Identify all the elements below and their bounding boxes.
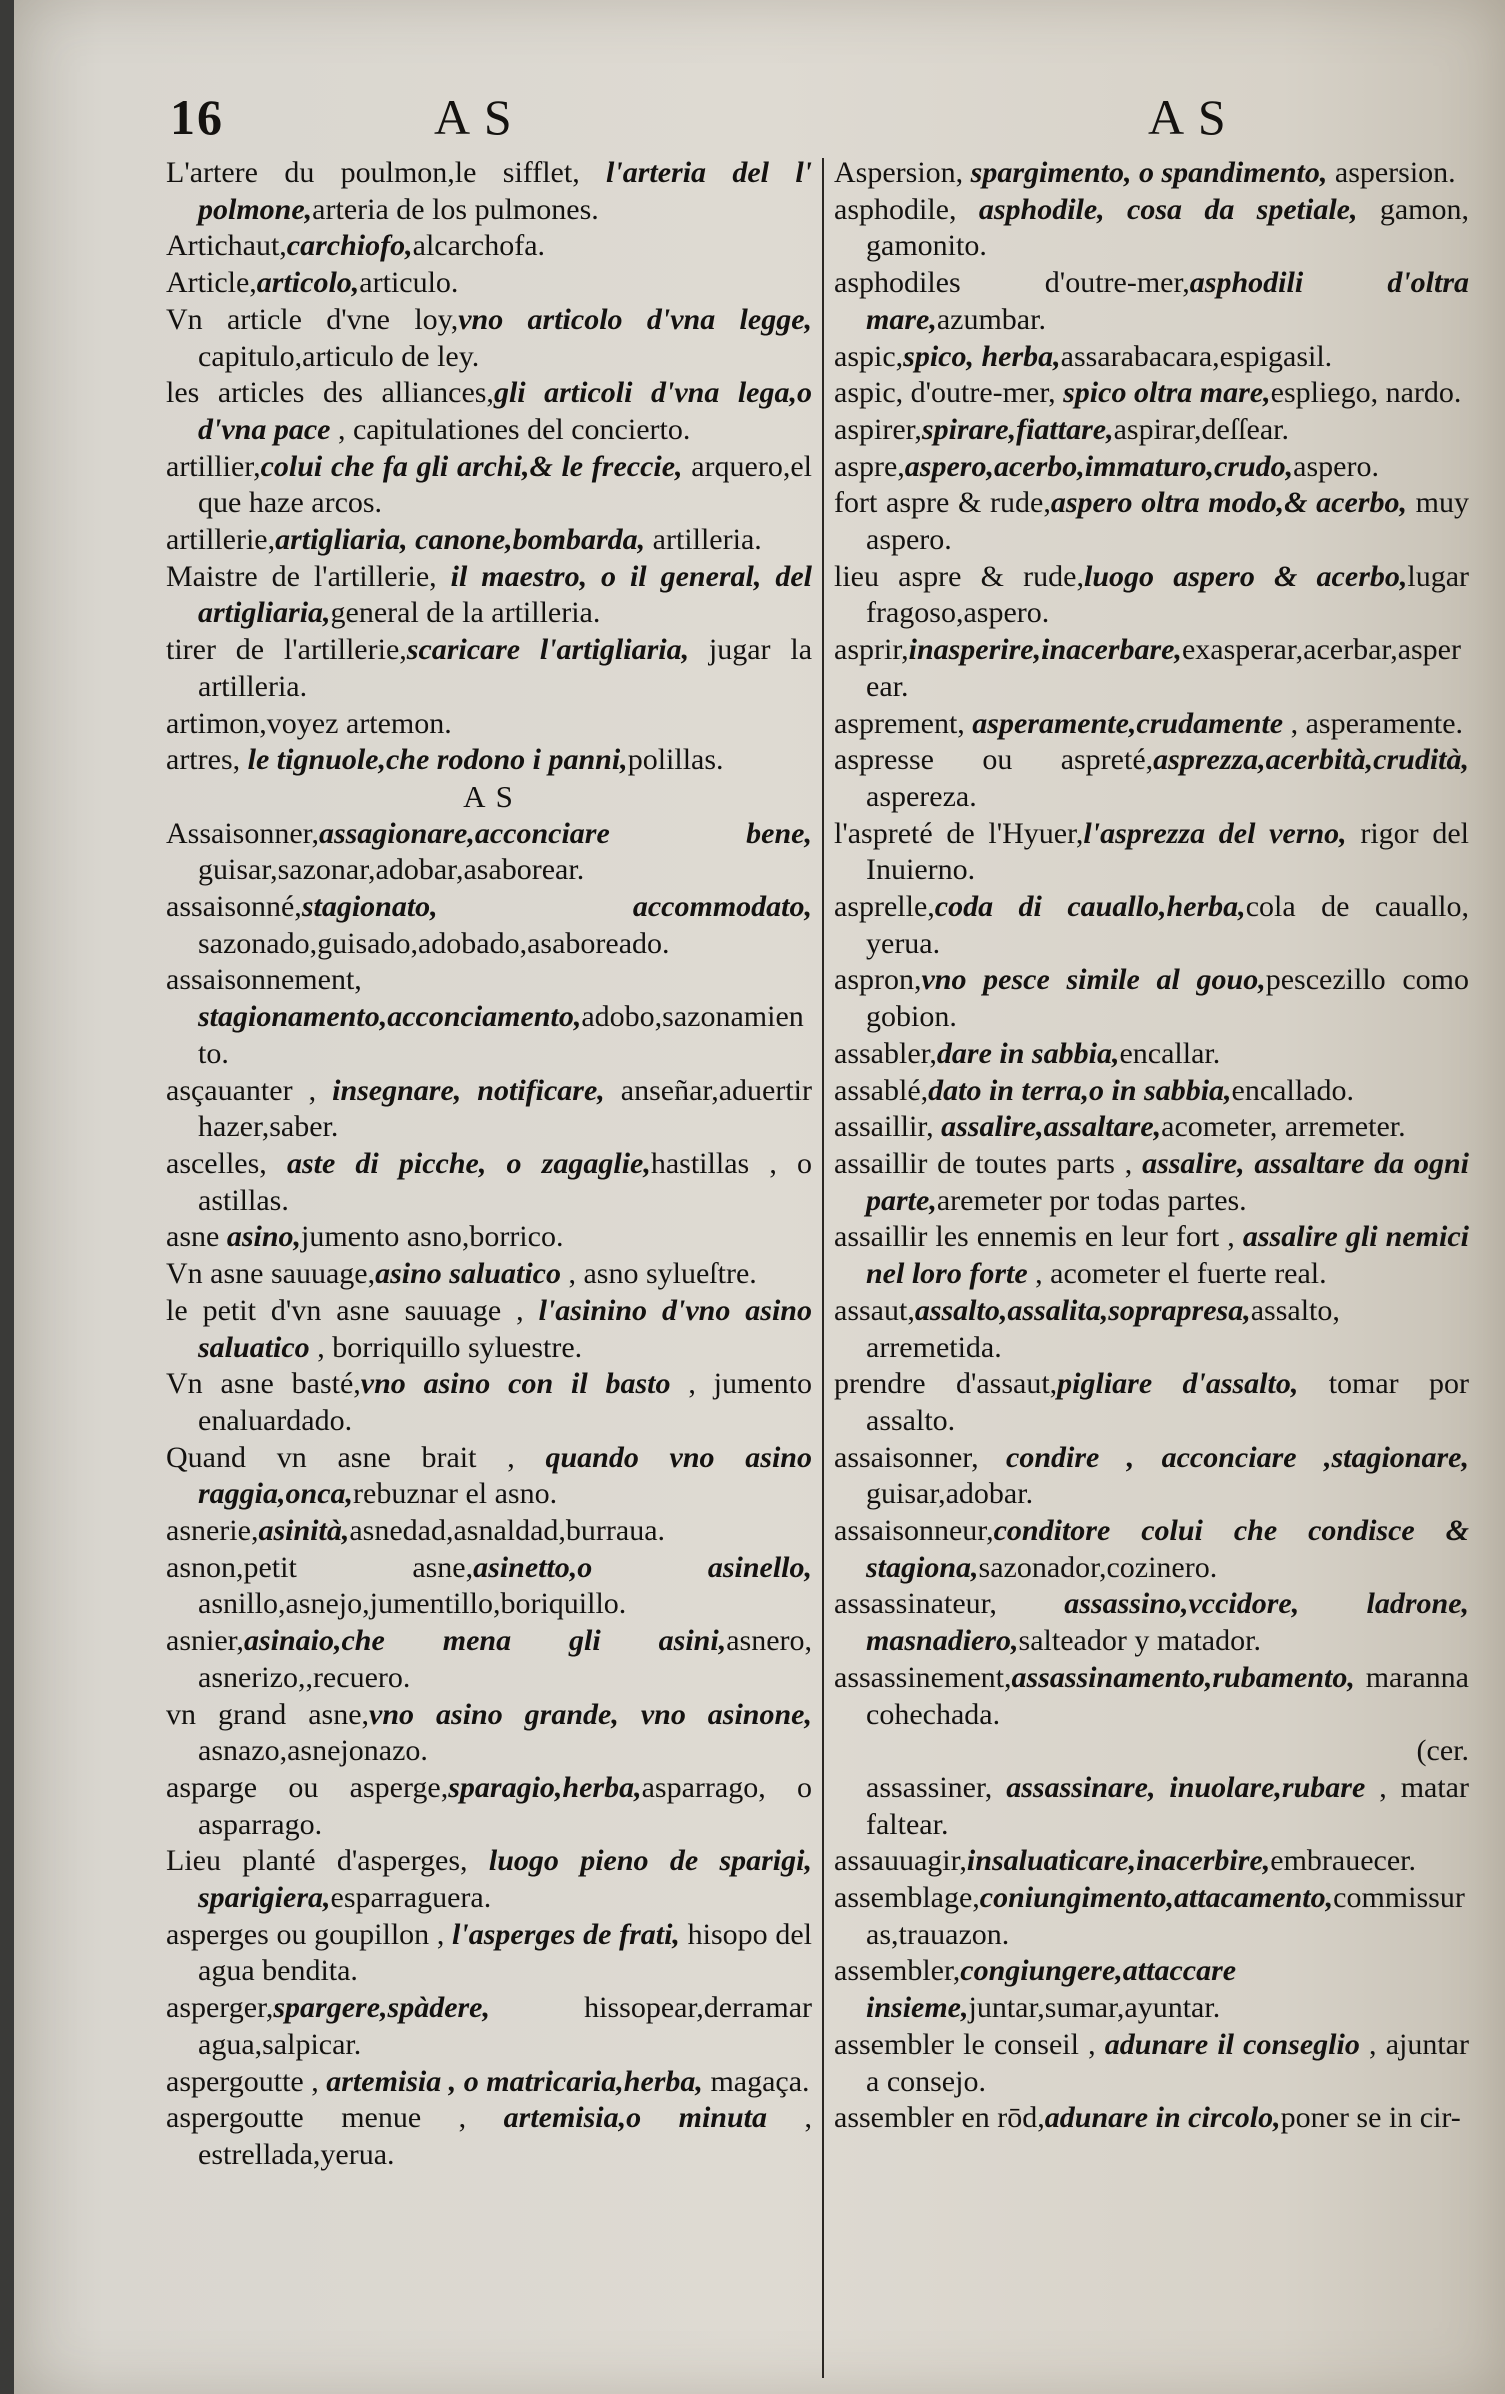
headword-french: fort aspre & rude, <box>834 486 1051 520</box>
translation-italian: assalire,assaltare, <box>941 1110 1162 1144</box>
translation-italian: colui che fa gli archi,& le freccie, <box>260 449 683 483</box>
translation-spanish: sazonador,cozinero. <box>978 1550 1218 1584</box>
headword-french: assablé, <box>834 1073 929 1107</box>
translation-spanish: general de la artilleria. <box>330 596 601 630</box>
translation-italian: l'asinino d'vno asino saluatico <box>198 1293 812 1364</box>
headword-french: Article, <box>166 266 257 300</box>
translation-italian: asperamente,crudamente <box>972 706 1284 740</box>
translation-italian: inasperire,inacerbare, <box>908 633 1182 667</box>
headword-french: assaisonnement, <box>166 963 362 997</box>
dictionary-entry <box>166 1219 812 1256</box>
translation-spanish: encallado. <box>1231 1073 1354 1107</box>
translation-spanish: , borriquillo syluestre. <box>309 1330 583 1364</box>
dictionary-entry <box>834 375 1469 412</box>
translation-italian: stagionato, accommodato, <box>301 890 812 924</box>
headword-french: assaisonner, <box>834 1440 1006 1474</box>
translation-italian: il maestro, o il general, del artigliaria, <box>198 559 812 630</box>
translation-italian: stagionamento,acconciamento, <box>198 1000 582 1034</box>
dictionary-entry <box>834 485 1469 558</box>
dictionary-entry <box>166 1697 812 1770</box>
dictionary-entry <box>166 1513 812 1550</box>
translation-spanish: jumento asno,borrico. <box>301 1220 564 1254</box>
translation-spanish: anseñar,aduertir hazer,saber. <box>198 1073 812 1144</box>
headword-french: asparge ou asperge, <box>166 1770 449 1804</box>
headword-french: prendre d'assaut, <box>834 1367 1058 1401</box>
dictionary-entry <box>834 1293 1469 1366</box>
dictionary-entry <box>834 632 1469 705</box>
headword-french: assassinateur, <box>834 1587 1065 1621</box>
column-divider <box>822 158 824 2378</box>
dictionary-entry <box>166 265 812 302</box>
translation-spanish: magaça. <box>702 2064 810 2098</box>
translation-spanish: salteador y matador. <box>1018 1624 1261 1658</box>
right-column <box>834 155 1469 2137</box>
dictionary-entry <box>834 889 1469 962</box>
translation-spanish: , asno sylueſtre. <box>560 1257 757 1291</box>
headword-french: asnerie, <box>166 1514 259 1548</box>
dictionary-entry <box>166 1293 812 1366</box>
translation-spanish: esparraguera. <box>330 1881 492 1915</box>
translation-spanish: aspereza. <box>866 779 977 813</box>
translation-spanish: asnedad,asnaldad,burraua. <box>349 1514 666 1548</box>
dictionary-entry <box>834 2100 1469 2137</box>
dictionary-entry <box>834 1036 1469 1073</box>
translation-italian: congiungere,attaccare insieme, <box>866 1954 1237 2025</box>
translation-italian: spirare,fiattare, <box>921 412 1114 446</box>
translation-spanish: guisar,adobar. <box>866 1477 1034 1511</box>
dictionary-entry <box>834 1880 1469 1953</box>
translation-spanish: asparrago, o asparrago. <box>198 1770 812 1841</box>
section-heading: A S <box>463 778 515 814</box>
dictionary-entry <box>834 155 1469 192</box>
dictionary-entry <box>166 962 812 1072</box>
headword-french: asperger, <box>166 1991 274 2025</box>
headword-french: assaisonneur, <box>834 1514 994 1548</box>
headword-french: asphodiles d'outre-mer, <box>834 266 1190 300</box>
catchword: (cer. <box>1416 1734 1469 1768</box>
translation-italian: spico, herba, <box>903 339 1061 373</box>
translation-spanish: , ajuntar a consejo. <box>866 2027 1469 2098</box>
left-running-title: A S <box>434 89 514 145</box>
headword-french: asne <box>166 1220 227 1254</box>
translation-spanish: lugar fragoso,aspero. <box>866 559 1470 630</box>
translation-spanish: , asperamente. <box>1283 706 1464 740</box>
headword-french: assassinement, <box>834 1660 1012 1694</box>
translation-spanish: artilleria. <box>645 523 762 557</box>
headword-french: Aspersion, <box>834 156 971 189</box>
translation-italian: insaluaticare,inacerbire, <box>966 1844 1271 1878</box>
translation-italian: adunare in circolo, <box>1044 2101 1281 2135</box>
headword-french: Vn asne sauuage, <box>166 1257 376 1291</box>
translation-italian: condire , acconciare ,stagionare, <box>1006 1440 1469 1474</box>
translation-spanish: asnillo,asnejo,jumentillo,boriquillo. <box>198 1587 627 1621</box>
dictionary-entry <box>834 1733 1469 1843</box>
dictionary-entry <box>834 1366 1469 1439</box>
headword-french: asnier, <box>166 1624 244 1658</box>
translation-italian: asinità, <box>258 1514 350 1548</box>
translation-spanish: aspero. <box>1293 449 1379 483</box>
headword-french: Vn asne basté, <box>166 1367 361 1401</box>
dictionary-entry <box>166 1550 812 1623</box>
translation-italian: assalire, assaltare da ogni parte, <box>866 1146 1469 1217</box>
translation-spanish: asnazo,asnejonazo. <box>198 1734 428 1768</box>
headword-french: assembler, <box>834 1954 961 1988</box>
headword-french: L'artere du poulmon,le sifflet, <box>166 156 607 189</box>
translation-italian: vno asino con il basto <box>360 1367 671 1401</box>
dictionary-entry <box>166 1256 812 1293</box>
translation-spanish: alcarchofa. <box>412 229 546 263</box>
translation-italian: dato in terra,o in sabbia, <box>928 1073 1232 1107</box>
headword-french: artimon,voyez artemon. <box>166 706 452 740</box>
right-running-title: A S <box>1148 89 1228 145</box>
translation-spanish: azumbar. <box>936 302 1046 336</box>
translation-spanish: encallar. <box>1119 1036 1221 1070</box>
translation-italian: insegnare, notificare, <box>332 1073 605 1107</box>
dictionary-entry <box>166 816 812 889</box>
translation-spanish: , capitulationes del concierto. <box>330 412 691 446</box>
translation-spanish: polillas. <box>627 743 724 777</box>
translation-italian: assassino,vccidore, ladrone, masnadiero, <box>866 1587 1470 1658</box>
translation-spanish: rebuznar el asno. <box>353 1477 558 1511</box>
headword-french: asnon,petit asne, <box>166 1550 474 1584</box>
headword-french: asprir, <box>834 633 909 667</box>
headword-french: aspic, <box>834 339 904 373</box>
headword-french: l'aspreté de l'Hyuer, <box>834 816 1084 850</box>
dictionary-entry <box>834 1146 1469 1219</box>
dictionary-entry <box>834 1843 1469 1880</box>
translation-spanish: arquero,el que haze arcos. <box>198 449 813 520</box>
translation-italian: asinetto,o asinello, <box>473 1550 812 1584</box>
translation-spanish: tomar por assalto. <box>866 1367 1469 1437</box>
translation-italian: vno articolo d'vna legge, <box>458 302 813 336</box>
dictionary-entry <box>834 412 1469 449</box>
translation-italian: l'asprezza del verno, <box>1083 816 1347 850</box>
dictionary-entry <box>166 2100 812 2173</box>
translation-italian: aste di picche, o zagaglie, <box>286 1146 651 1180</box>
headword-french: assaillir, <box>834 1110 942 1144</box>
dictionary-entry <box>834 1440 1469 1513</box>
translation-spanish: sazonado,guisado,adobado,asaboreado. <box>198 926 670 960</box>
translation-italian: assalto,assalita,soprapresa, <box>914 1293 1251 1327</box>
headword-french: asprelle, <box>834 890 935 924</box>
dictionary-entry <box>166 1073 812 1146</box>
dictionary-entry <box>834 1953 1469 2026</box>
translation-spanish: gamon, gamonito. <box>866 192 1469 263</box>
dictionary-entry <box>166 522 812 559</box>
headword-french: assaisonné, <box>166 890 302 924</box>
translation-italian: spargere,spàdere, <box>273 1991 490 2025</box>
dictionary-entry <box>166 1990 812 2063</box>
headword-french: assaillir de toutes parts , <box>834 1146 1143 1180</box>
headword-french: assauuagir, <box>834 1844 967 1878</box>
headword-french: le petit d'vn asne sauuage , <box>166 1293 539 1327</box>
running-header <box>14 88 1505 148</box>
translation-italian: assassinamento,rubamento, <box>1011 1660 1355 1694</box>
headword-french: Quand vn asne brait , <box>166 1440 546 1474</box>
headword-french: artres, <box>166 743 248 777</box>
translation-italian: dare in sabbia, <box>936 1036 1120 1070</box>
headword-french: assaut, <box>834 1293 915 1327</box>
translation-italian: spico oltra mare, <box>1063 376 1271 410</box>
translation-spanish: jugar la artilleria. <box>198 633 813 703</box>
dictionary-entry <box>166 2064 812 2101</box>
translation-spanish: assalto, arremetida. <box>866 1293 1340 1364</box>
headword-french: Artichaut, <box>166 229 287 263</box>
translation-italian: artemisia,o minuta <box>503 2101 767 2135</box>
headword-french: aspresse ou aspreté, <box>834 743 1154 777</box>
translation-spanish: poner se in cir- <box>1280 2101 1461 2135</box>
dictionary-page <box>14 0 1505 2394</box>
translation-italian: luogo pieno de sparigi, sparigiera, <box>198 1844 812 1915</box>
translation-spanish: guisar,sazonar,adobar,asaborear. <box>198 853 585 887</box>
dictionary-entry <box>834 2027 1469 2100</box>
headword-french: vn grand asne, <box>166 1697 370 1731</box>
translation-spanish: adobo,sazonamiento. <box>198 1000 804 1070</box>
translation-italian: pigliare d'assalto, <box>1057 1367 1299 1401</box>
translation-italian: conditore colui che condisce & stagiona, <box>866 1514 1469 1584</box>
translation-italian: gli articoli d'vna lega,o d'vna pace <box>198 376 812 446</box>
dictionary-entry <box>166 559 812 632</box>
translation-spanish: commissuras,trauazon. <box>866 1881 1465 1951</box>
translation-spanish: cola de cauallo, yerua. <box>866 890 1469 960</box>
translation-italian: asinaio,che mena gli asini, <box>243 1624 727 1658</box>
headword-french: asçauanter , <box>166 1073 333 1107</box>
headword-french: Assaisonner, <box>166 816 319 850</box>
translation-spanish: aspirar,deſſear. <box>1113 412 1289 446</box>
dictionary-entry <box>834 962 1469 1035</box>
dictionary-entry <box>166 1623 812 1696</box>
dictionary-entry <box>166 1146 812 1219</box>
translation-italian: artemisia , o matricaria,herba, <box>326 2064 703 2098</box>
translation-italian: vno asino grande, vno asinone, <box>369 1697 812 1731</box>
dictionary-entry <box>834 706 1469 743</box>
headword-french: assembler le conseil , <box>834 2027 1105 2061</box>
dictionary-entry <box>166 632 812 705</box>
headword-french: les articles des alliances, <box>166 376 494 410</box>
translation-spanish: pescezillo como gobion. <box>866 963 1469 1034</box>
headword-french: asperges ou goupillon , <box>166 1917 453 1951</box>
translation-italian: carchiofo, <box>286 229 413 263</box>
headword-french: aspron, <box>834 963 922 997</box>
translation-italian: asphodili d'oltra mare, <box>866 266 1469 336</box>
translation-spanish: assarabacara,espigasil. <box>1060 339 1333 373</box>
translation-italian: l'asperges de frati, <box>452 1917 680 1951</box>
dictionary-entry <box>834 339 1469 376</box>
headword-french: aspre, <box>834 449 905 483</box>
headword-french: assembler en rōd, <box>834 2101 1045 2135</box>
translation-spanish: aspersion. <box>1327 156 1456 189</box>
dictionary-entry <box>166 375 812 448</box>
translation-italian: sparagio,herba, <box>448 1770 642 1804</box>
headword-french: assabler, <box>834 1036 937 1070</box>
translation-spanish: exasperar,acerbar,asperear. <box>866 633 1461 703</box>
translation-italian: asino, <box>226 1220 302 1254</box>
dictionary-entry <box>834 1073 1469 1110</box>
headword-french: tirer de l'artillerie, <box>166 633 407 667</box>
dictionary-entry <box>166 228 812 265</box>
translation-spanish: asnero, asnerizo,,recuero. <box>198 1624 812 1694</box>
headword-french: assaillir les ennemis en leur fort , <box>834 1220 1243 1254</box>
headword-french: aspirer, <box>834 412 922 446</box>
translation-spanish: maranna cohechada. <box>866 1660 1469 1731</box>
translation-italian: le tignuole,che rodono i panni, <box>247 743 628 777</box>
translation-italian: scaricare l'artigliaria, <box>406 633 690 667</box>
translation-italian: assassinare, inuolare,rubare <box>1006 1770 1366 1804</box>
left-column <box>166 155 812 2174</box>
translation-spanish: espliego, nardo. <box>1270 376 1462 410</box>
dictionary-entry <box>166 449 812 522</box>
dictionary-entry <box>834 1219 1469 1292</box>
translation-spanish: embrauecer. <box>1270 1844 1417 1878</box>
headword-french: assemblage, <box>834 1881 980 1915</box>
translation-italian: adunare il conseglio <box>1104 2027 1360 2061</box>
translation-italian: vno pesce simile al gouo, <box>921 963 1266 997</box>
translation-spanish: articulo. <box>359 266 459 300</box>
translation-spanish: hisopo del agua bendita. <box>198 1917 812 1988</box>
headword-french: aspic, d'outre-mer, <box>834 376 1064 410</box>
dictionary-entry <box>166 302 812 375</box>
translation-italian: luogo aspero & acerbo, <box>1083 559 1408 593</box>
dictionary-entry <box>834 265 1469 338</box>
dictionary-entry <box>166 706 812 743</box>
translation-italian: quando vno asino raggia,onca, <box>198 1440 812 1511</box>
translation-italian: coniungimento,attacamento, <box>979 1881 1334 1915</box>
translation-italian: articolo, <box>256 266 360 300</box>
translation-spanish: , jumento enaluardado. <box>198 1367 812 1437</box>
translation-italian: artigliaria, canone,bombarda, <box>275 523 646 557</box>
dictionary-entry <box>834 1586 1469 1659</box>
translation-italian: assagionare,acconciare bene, <box>318 816 812 850</box>
headword-french: assassiner, <box>866 1770 1007 1804</box>
translation-italian: assalire gli nemici nel loro forte <box>866 1220 1469 1291</box>
dictionary-entry <box>834 1513 1469 1586</box>
headword-french: Maistre de l'artillerie, <box>166 559 451 593</box>
translation-spanish: hissopear,derramar agua,salpicar. <box>198 1991 812 2061</box>
translation-spanish: hastillas , o astillas. <box>198 1146 812 1217</box>
dictionary-entry <box>834 449 1469 486</box>
translation-italian: spargimento, o spandimento, <box>970 156 1328 189</box>
headword-french: aspergoutte menue , <box>166 2101 504 2135</box>
page-number: 16 <box>170 89 224 145</box>
dictionary-entry <box>834 816 1469 889</box>
translation-spanish: rigor del Inuierno. <box>866 816 1470 887</box>
dictionary-entry <box>166 1366 812 1439</box>
translation-spanish: aremeter por todas partes. <box>936 1183 1247 1217</box>
translation-italian: l'arteria del l' polmone, <box>198 156 812 226</box>
translation-italian: coda di cauallo,herba, <box>934 890 1246 924</box>
headword-french: Vn article d'vne loy, <box>166 302 459 336</box>
translation-italian: aspero oltra modo,& acerbo, <box>1050 486 1407 520</box>
dictionary-entry <box>834 559 1469 632</box>
translation-spanish: , estrellada,yerua. <box>198 2101 812 2171</box>
dictionary-entry <box>166 889 812 962</box>
translation-spanish: juntar,sumar,ayuntar. <box>968 1991 1221 2025</box>
translation-spanish: arteria de los pulmones. <box>312 192 599 226</box>
headword-french: Lieu planté d'asperges, <box>166 1844 489 1878</box>
dictionary-entry <box>166 1440 812 1513</box>
translation-italian: asino saluatico <box>375 1257 561 1291</box>
dictionary-entry <box>166 155 812 228</box>
translation-spanish: acometer, arremeter. <box>1161 1110 1406 1144</box>
headword-french: aspergoutte , <box>166 2064 327 2098</box>
headword-french: artillier, <box>166 449 261 483</box>
translation-italian: asphodile, cosa da spetiale, <box>978 192 1358 226</box>
translation-spanish: muy aspero. <box>866 486 1469 557</box>
dictionary-entry <box>834 1660 1469 1733</box>
translation-spanish: , acometer el fuerte real. <box>1027 1257 1327 1291</box>
dictionary-entry <box>166 1770 812 1843</box>
headword-french: lieu aspre & rude, <box>834 559 1084 593</box>
translation-italian: aspero,acerbo,immaturo,crudo, <box>904 449 1294 483</box>
dictionary-entry <box>834 192 1469 265</box>
dictionary-entry <box>166 1843 812 1916</box>
dictionary-entry <box>166 1917 812 1990</box>
dictionary-entry <box>834 742 1469 815</box>
translation-spanish: , matar faltear. <box>866 1770 1469 1841</box>
headword-french: asprement, <box>834 706 973 740</box>
translation-italian: asprezza,acerbità,crudità, <box>1153 743 1469 777</box>
headword-french: asphodile, <box>834 192 979 226</box>
headword-french: artillerie, <box>166 523 276 557</box>
dictionary-entry <box>834 1109 1469 1146</box>
dictionary-entry <box>166 742 812 779</box>
translation-spanish: capitulo,articulo de ley. <box>198 339 480 373</box>
headword-french: ascelles, <box>166 1146 287 1180</box>
